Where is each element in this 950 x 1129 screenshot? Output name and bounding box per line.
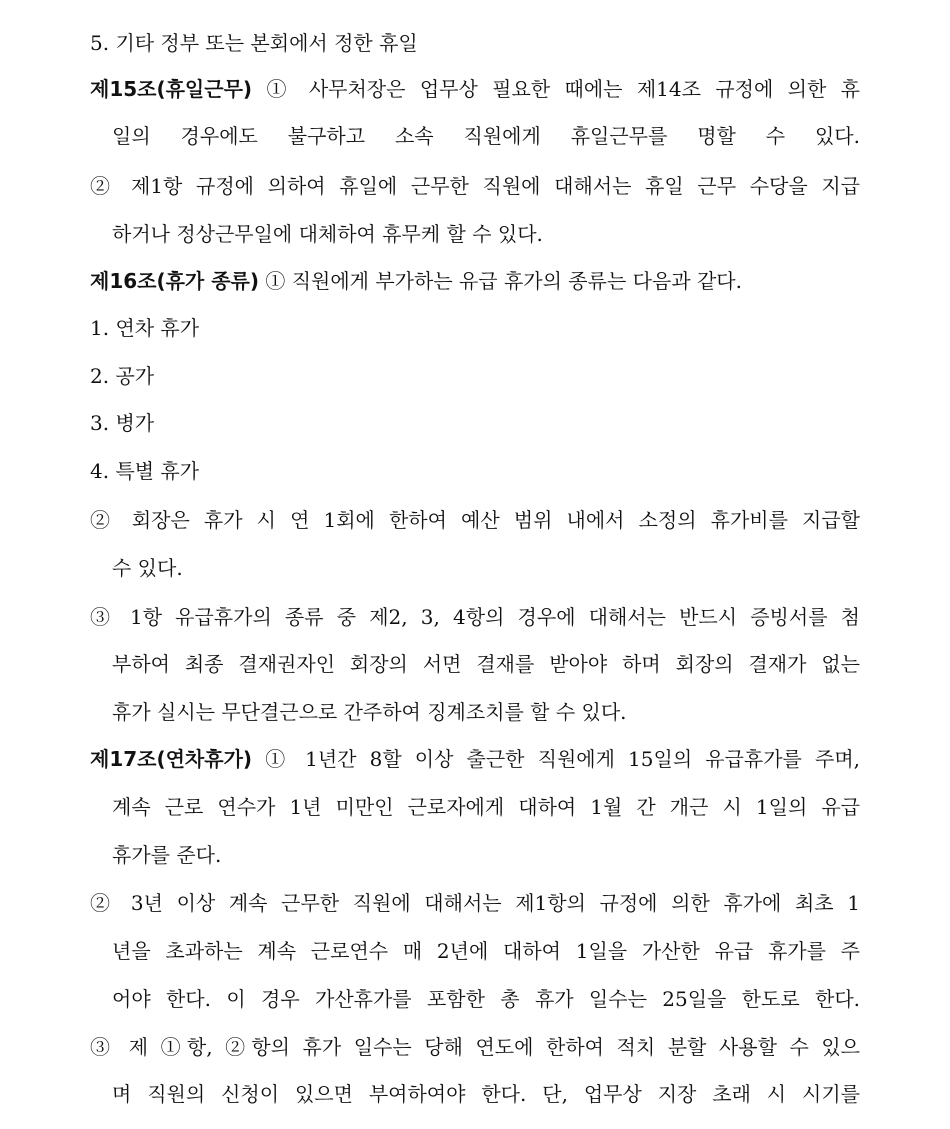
article-15-line-2: 일의 경우에도 불구하고 소속 직원에게 휴일근무를 명할 수 있다. (112, 124, 860, 148)
article-17-line-3: 휴가를 준다. (112, 843, 222, 867)
list-item: 1. 연차 휴가 (90, 316, 200, 340)
article-15-heading: 제15조(휴일근무) (90, 77, 253, 101)
article-16-para-2-line-2: 수 있다. (112, 556, 183, 580)
article-17-para-3-line-1: ③ 제 ①항, ②항의 휴가 일수는 당해 연도에 한하여 적치 분할 사용할 수 있으 (90, 1035, 860, 1059)
article-17-para-2-line-2: 년을 초과하는 계속 근로연수 매 2년에 대하여 1일을 가산한 유급 휴가를 주 (112, 939, 860, 963)
holiday-item-5: 5. 기타 정부 또는 본회에서 정한 휴일 (90, 31, 418, 55)
article-16-para-3-line-1: ③ 1항 유급휴가의 종류 중 제2, 3, 4항의 경우에 대해서는 반드시 증빙서를 첨 (90, 605, 860, 629)
article-16-para-2-line-1: ② 회장은 휴가 시 연 1회에 한하여 예산 범위 내에서 소정의 휴가비를 지급할 (90, 508, 860, 532)
article-16-para-3-line-2: 부하여 최종 결재권자인 회장의 서면 결재를 받아야 하며 회장의 결재가 없는 (112, 652, 860, 676)
article-17-heading: 제17조(연차휴가) (90, 747, 253, 771)
article-17-line-1: 제17조(연차휴가) ① 1년간 8할 이상 출근한 직원에게 15일의 유급휴가를 주며, (90, 747, 860, 771)
article-15-para-2-line-1: ② 제1항 규정에 의하여 휴일에 근무한 직원에 대해서는 휴일 근무 수당을 지급 (90, 174, 860, 198)
list-item: 2. 공가 (90, 364, 155, 388)
article-16-heading: 제16조(휴가 종류) (90, 269, 259, 293)
article-16-para-3-line-3: 휴가 실시는 무단결근으로 간주하여 징계조치를 할 수 있다. (112, 700, 627, 724)
article-17-para-2-line-1: ② 3년 이상 계속 근무한 직원에 대해서는 제1항의 규정에 의한 휴가에 최초 1 (90, 891, 860, 915)
list-item: 3. 병가 (90, 411, 155, 435)
article-17-para-2-line-3: 어야 한다. 이 경우 가산휴가를 포함한 총 휴가 일수는 25일을 한도로 한다. (112, 987, 860, 1011)
article-17-line-2: 계속 근로 연수가 1년 미만인 근로자에게 대하여 1월 간 개근 시 1일의 유급 (112, 795, 860, 819)
article-15-line-1: 제15조(휴일근무) ① 사무처장은 업무상 필요한 때에는 제14조 규정에 의한 휴 (90, 77, 860, 101)
article-17-para-3-line-2: 며 직원의 신청이 있으면 부여하여야 한다. 단, 업무상 지장 초래 시 시기를 (112, 1082, 860, 1106)
article-16-line-1: 제16조(휴가 종류) ① 직원에게 부가하는 유급 휴가의 종류는 다음과 같다. (90, 269, 742, 293)
article-15-para-2-line-2: 하거나 정상근무일에 대체하여 휴무케 할 수 있다. (112, 222, 543, 246)
list-item: 4. 특별 휴가 (90, 459, 200, 483)
